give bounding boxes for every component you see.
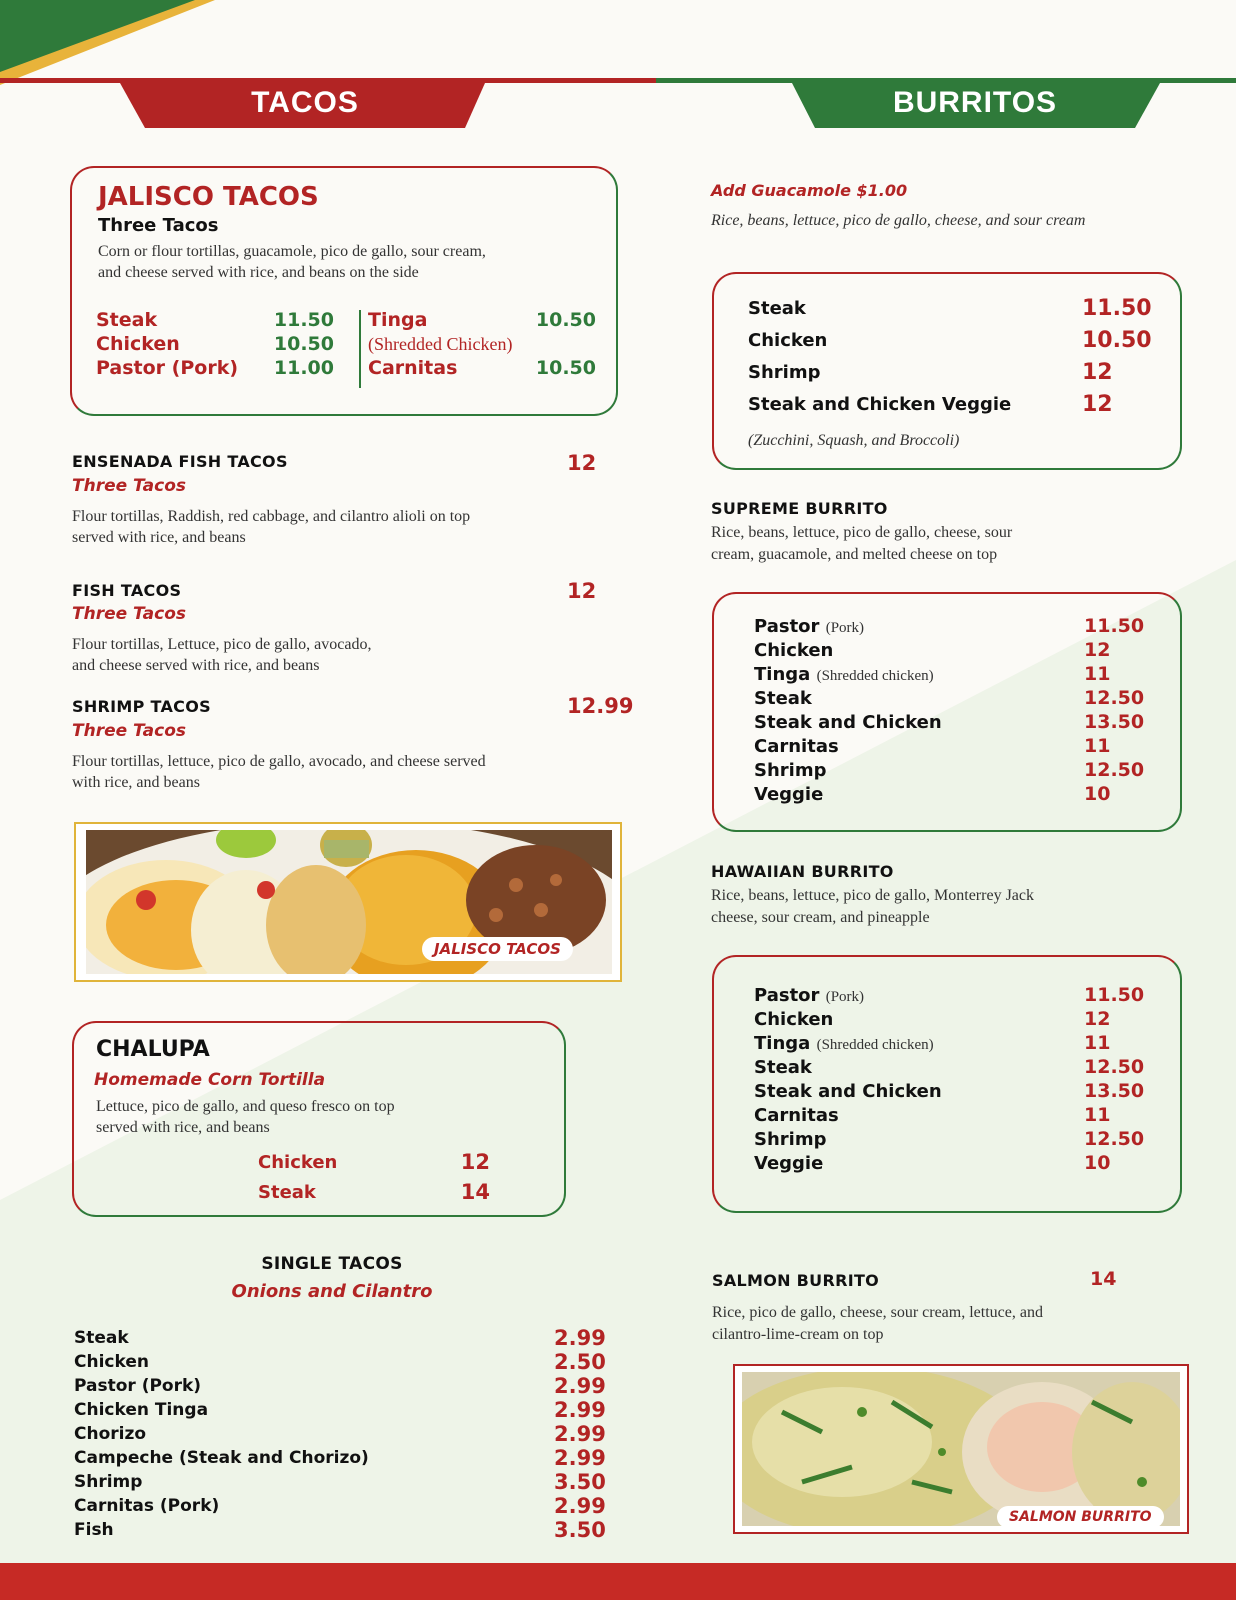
option-name: Chicken [258, 1151, 338, 1173]
option-price: 14 [460, 1180, 490, 1204]
ensenada-price: 12 [567, 451, 597, 475]
option-price: 11.50 [273, 309, 334, 331]
salmon-photo [742, 1372, 1180, 1526]
burrito-base-desc: Rice, beans, lettuce, pico de gallo, cheese, and sour cream [711, 212, 1086, 229]
list-item-price: 11 [1084, 663, 1111, 685]
list-item-price: 12 [1084, 639, 1111, 661]
hawaiian-desc-2: cheese, sour cream, and pineapple [711, 909, 930, 926]
list-item-price: 10 [1084, 1152, 1111, 1174]
list-item-price: 3.50 [554, 1518, 606, 1542]
ensenada-title: ENSENADA FISH TACOS [72, 452, 288, 471]
list-item-name: Shrimp [748, 361, 821, 383]
list-item-name: Carnitas [754, 735, 839, 757]
list-item-name: Chicken [748, 329, 828, 351]
list-item-name: Pastor (Pork) [754, 984, 865, 1006]
option-name: Pastor (Pork) [96, 357, 239, 379]
fish-tacos-subtitle: Three Tacos [72, 604, 186, 624]
salmon-desc-2: cilantro-lime-cream on top [712, 1326, 884, 1343]
jalisco-divider [359, 310, 361, 388]
jalisco-right-options [368, 308, 596, 380]
list-item-name: Steak and Chicken Veggie [748, 393, 1012, 415]
list-item-name: Steak [754, 1056, 812, 1078]
list-item-name: Chicken [754, 1008, 834, 1030]
fish-tacos-price: 12 [567, 579, 597, 603]
salmon-photo-label: SALMON BURRITO [997, 1506, 1164, 1528]
list-item-name: Steak [74, 1328, 129, 1348]
chalupa-subtitle: Homemade Corn Tortilla [94, 1070, 326, 1090]
chalupa-title: CHALUPA [96, 1037, 210, 1062]
burritos-header: BURRITOS [892, 86, 1058, 119]
option-price: 10.50 [273, 333, 334, 355]
list-item-name: Chicken [74, 1352, 149, 1372]
supreme-burrito-title: SUPREME BURRITO [711, 499, 888, 518]
list-item-note: (Shredded chicken) [816, 667, 934, 684]
ensenada-desc-2: served with rice, and beans [72, 529, 246, 546]
shrimp-tacos-desc-1: Flour tortillas, lettuce, pico de gallo, avocado, and cheese served [72, 753, 486, 770]
option-name: Chicken [96, 333, 180, 355]
single-tacos-list [74, 1326, 624, 1542]
list-item-note: (Pork) [825, 619, 865, 636]
jalisco-desc-1: Corn or flour tortillas, guacamole, pico de gallo, sour cream, [98, 243, 486, 260]
list-item-name: Veggie [754, 783, 824, 805]
list-item-price: 10 [1084, 783, 1111, 805]
list-item-price: 2.99 [554, 1398, 606, 1422]
list-item-name: Pastor (Pork) [74, 1376, 202, 1396]
salmon-burrito-price: 14 [1090, 1268, 1117, 1290]
chalupa-desc-2: served with rice, and beans [96, 1119, 270, 1136]
list-item-price: 12 [1082, 391, 1113, 417]
supreme-desc-1: Rice, beans, lettuce, pico de gallo, cheese, sour [711, 524, 1013, 541]
list-item-price: 2.99 [554, 1446, 606, 1470]
list-item-price: 2.99 [554, 1494, 606, 1518]
list-item-price: 12 [1084, 1008, 1111, 1030]
shrimp-tacos-title: SHRIMP TACOS [72, 697, 211, 716]
list-item-price: 2.99 [554, 1422, 606, 1446]
single-tacos-subtitle: Onions and Cilantro [231, 1281, 433, 1302]
option-price: 12 [460, 1150, 490, 1174]
list-item-price: 12.50 [1084, 1056, 1145, 1078]
option-price: 10.50 [535, 309, 596, 331]
ensenada-subtitle: Three Tacos [72, 476, 186, 496]
jalisco-desc-2: and cheese served with rice, and beans on the side [98, 264, 419, 281]
list-item-price: 10.50 [1082, 327, 1152, 353]
list-item-price: 2.99 [554, 1374, 606, 1398]
shrimp-tacos-subtitle: Three Tacos [72, 721, 186, 741]
supreme-list [754, 614, 1154, 806]
list-item-name: Shrimp [754, 759, 827, 781]
list-item-note: (Shredded chicken) [816, 1036, 934, 1053]
list-item-name: Shrimp [754, 1128, 827, 1150]
list-item-name: Steak and Chicken [754, 1080, 942, 1102]
list-item-price: 3.50 [554, 1470, 606, 1494]
single-tacos-title: SINGLE TACOS [261, 1254, 403, 1274]
salmon-desc-1: Rice, pico de gallo, cheese, sour cream, lettuce, and [712, 1304, 1043, 1321]
fish-tacos-title: FISH TACOS [72, 581, 182, 600]
jalisco-tacos-box [70, 166, 618, 416]
supreme-box [712, 592, 1182, 832]
shrimp-tacos-desc-2: with rice, and beans [72, 774, 200, 791]
list-item-price: 12.50 [1084, 759, 1145, 781]
ensenada-desc-1: Flour tortillas, Raddish, red cabbage, and cilantro alioli on top [72, 508, 471, 525]
list-item-price: 2.99 [554, 1326, 606, 1350]
list-item-price: 12 [1082, 359, 1113, 385]
burrito-base-note: (Zucchini, Squash, and Broccoli) [748, 432, 960, 449]
option-name: Steak [258, 1181, 316, 1203]
list-item-name: Carnitas [754, 1104, 839, 1126]
hawaiian-burrito-title: HAWAIIAN BURRITO [711, 862, 894, 881]
chalupa-options [258, 1147, 490, 1207]
list-item-price: 11 [1084, 735, 1111, 757]
list-item-note: (Pork) [825, 988, 865, 1005]
option-name: Tinga [368, 309, 428, 331]
salmon-burrito-title: SALMON BURRITO [712, 1271, 880, 1290]
hawaiian-list [754, 983, 1154, 1175]
list-item-price: 13.50 [1084, 1080, 1145, 1102]
shrimp-tacos-price: 12.99 [567, 694, 634, 718]
burrito-base-box [712, 272, 1182, 470]
hawaiian-desc-1: Rice, beans, lettuce, pico de gallo, Monterrey Jack [711, 887, 1034, 904]
fish-tacos-desc-1: Flour tortillas, Lettuce, pico de gallo, avocado, [72, 636, 372, 653]
fish-tacos-desc-2: and cheese served with rice, and beans [72, 657, 320, 674]
list-item-name: Tinga (Shredded chicken) [754, 1032, 934, 1054]
list-item-price: 11 [1084, 1032, 1111, 1054]
option-note: (Shredded Chicken) [368, 334, 513, 354]
list-item-price: 11.50 [1084, 984, 1145, 1006]
hawaiian-box [712, 955, 1182, 1213]
chalupa-desc-1: Lettuce, pico de gallo, and queso fresco on top [96, 1098, 395, 1115]
list-item-name: Chicken Tinga [74, 1400, 209, 1420]
list-item-name: Veggie [754, 1152, 824, 1174]
list-item-name: Shrimp [74, 1472, 143, 1492]
list-item-price: 13.50 [1084, 711, 1145, 733]
list-item-name: Campeche (Steak and Chorizo) [74, 1448, 369, 1468]
list-item-price: 2.50 [554, 1350, 606, 1374]
jalisco-title: JALISCO TACOS [98, 182, 319, 212]
list-item-name: Chorizo [74, 1424, 147, 1444]
supreme-desc-2: cream, guacamole, and melted cheese on top [711, 546, 998, 563]
tacos-header: TACOS [251, 86, 359, 119]
list-item-price: 11.50 [1082, 295, 1152, 321]
jalisco-left-options [96, 308, 334, 380]
list-item-name: Tinga (Shredded chicken) [754, 663, 934, 685]
list-item-name: Steak and Chicken [754, 711, 942, 733]
chalupa-box [72, 1021, 566, 1217]
list-item-name: Chicken [754, 639, 834, 661]
list-item-price: 12.50 [1084, 687, 1145, 709]
list-item-name: Fish [74, 1520, 114, 1540]
option-name: Steak [96, 309, 158, 331]
list-item-name: Carnitas (Pork) [74, 1496, 220, 1516]
option-name: Carnitas [368, 357, 458, 379]
option-price: 11.00 [273, 357, 334, 379]
list-item-name: Steak [748, 297, 806, 319]
list-item-name: Pastor (Pork) [754, 615, 865, 637]
list-item-price: 12.50 [1084, 1128, 1145, 1150]
burrito-base-list [748, 292, 1152, 420]
list-item-price: 11.50 [1084, 615, 1145, 637]
jalisco-subtitle: Three Tacos [98, 215, 219, 236]
add-guacamole-note: Add Guacamole $1.00 [711, 181, 908, 200]
tacos-photo-label: JALISCO TACOS [422, 937, 573, 961]
list-item-name: Steak [754, 687, 812, 709]
list-item-price: 11 [1084, 1104, 1111, 1126]
option-price: 10.50 [535, 357, 596, 379]
